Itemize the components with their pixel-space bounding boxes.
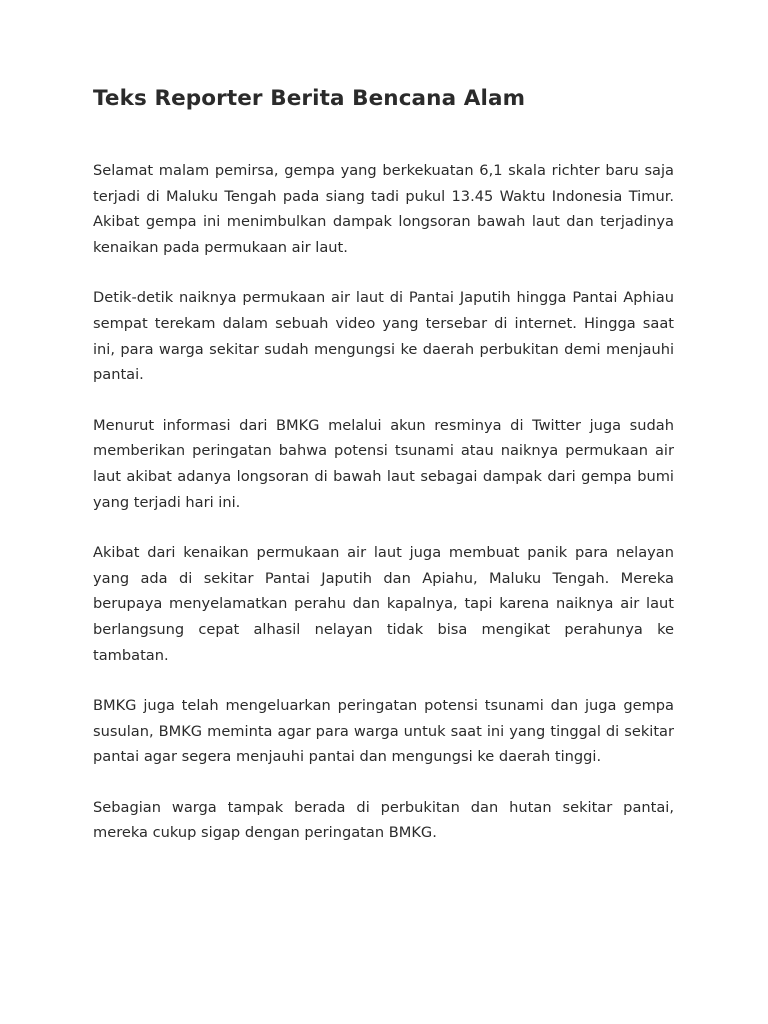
document-page xyxy=(93,84,674,871)
paragraph-6: Sebagian warga tampak berada di perbukitan dan hutan sekitar pantai, mereka cukup sigap dengan peringatan BMKG. xyxy=(93,798,674,842)
paragraph-2: Detik-detik naiknya permukaan air laut di Pantai Japutih hingga Pantai Aphiau sempat terekam dalam sebuah video yang tersebar di internet. Hingga saat ini, para warga sekitar sudah mengungsi ke daerah perbukitan demi menjauhi pantai. xyxy=(93,289,674,384)
paragraph-4: Akibat dari kenaikan permukaan air laut juga membuat panik para nelayan yang ada di sekitar Pantai Japutih dan Apiahu, Maluku Tengah. Mereka berupaya menyelamatkan perahu dan kapalnya, tapi karena naiknya air laut berlangsung cepat alhasil nelayan tidak bisa mengikat perahunya ke tambatan. xyxy=(93,544,674,664)
paragraph-1: Selamat malam pemirsa, gempa yang berkekuatan 6,1 skala richter baru saja terjadi di Maluku Tengah pada siang tadi pukul 13.45 Waktu Indonesia Timur. Akibat gempa ini menimbulkan dampak longsoran bawah laut dan terjadinya kenaikan pada permukaan air laut. xyxy=(93,162,674,256)
document-title: Teks Reporter Berita Bencana Alam xyxy=(93,86,526,111)
paragraph-3: Menurut informasi dari BMKG melalui akun resminya di Twitter juga sudah memberikan peringatan bahwa potensi tsunami atau naiknya permukaan air laut akibat adanya longsoran di bawah laut sebagai dampak dari gempa bumi yang terjadi hari ini. xyxy=(93,416,674,511)
paragraph-5: BMKG juga telah mengeluarkan peringatan potensi tsunami dan juga gempa susulan, BMKG meminta agar para warga untuk saat ini yang tinggal di sekitar pantai agar segera menjauhi pantai dan mengungsi ke daerah tinggi. xyxy=(93,697,674,766)
